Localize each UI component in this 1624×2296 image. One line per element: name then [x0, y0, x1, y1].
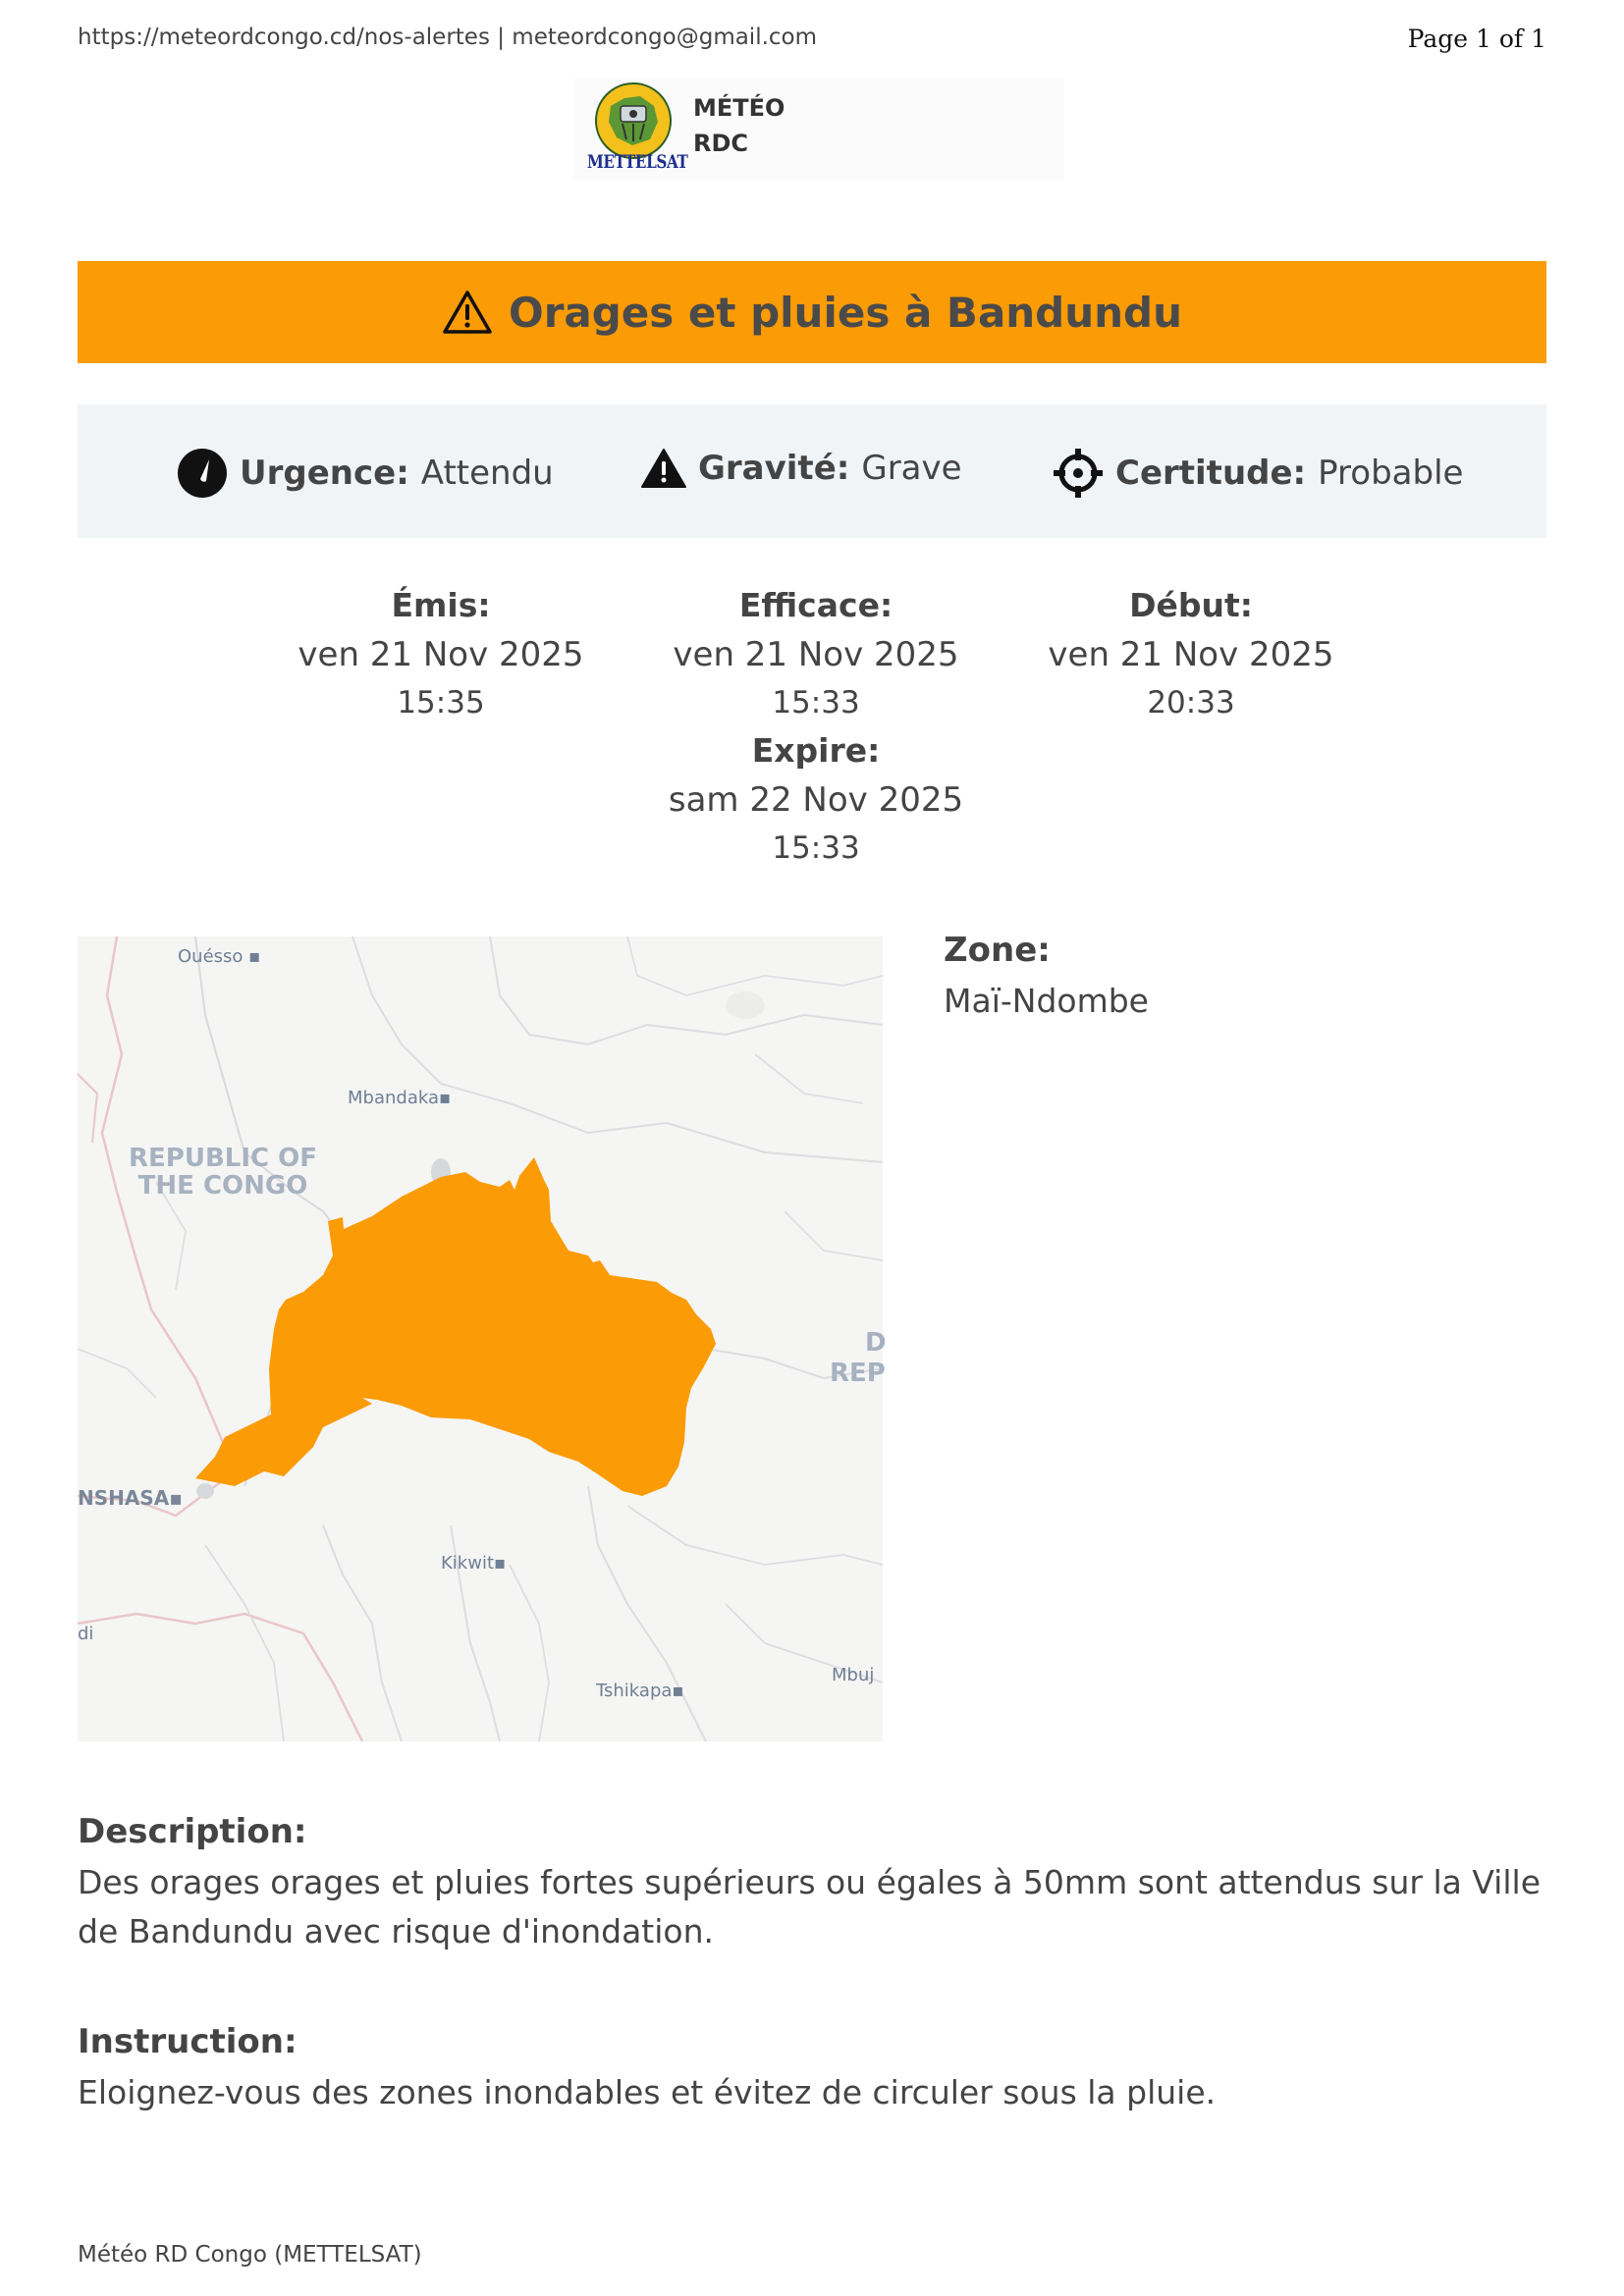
expires-label: Expire:: [751, 731, 881, 770]
zone-value: Maï-Ndombe: [944, 982, 1149, 1020]
footer-text: Météo RD Congo (METTELSAT): [78, 2242, 422, 2268]
issued-block: [254, 581, 627, 726]
map-label-drc-partial: D: [865, 1328, 887, 1358]
meteo-rdc-logo: [573, 79, 1064, 181]
urgency-value: Attendu: [420, 454, 554, 493]
zone-label: Zone:: [944, 931, 1051, 970]
effective-date: ven 21 Nov 2025: [673, 635, 959, 674]
map-label-tshikapa: Tshikapa▪: [596, 1681, 684, 1701]
alert-area-map: [78, 936, 887, 1741]
crosshair-icon: [1053, 448, 1104, 499]
mettelsat-emblem-icon: [595, 82, 672, 159]
certainty-value: Probable: [1318, 454, 1464, 493]
description-label: Description:: [78, 1812, 307, 1851]
description-text: Des orages orages et pluies fortes supérieurs ou égales à 50mm sont attendus sur la Ville de Bandundu avec risque d'inondation.: [78, 1863, 1541, 1950]
map-label-kikwit: Kikwit▪: [441, 1553, 507, 1574]
effective-block: [629, 581, 1002, 726]
onset-block: [1004, 581, 1378, 726]
effective-time: 15:33: [772, 685, 860, 721]
onset-date: ven 21 Nov 2025: [1048, 635, 1334, 674]
map-label-drc-partial-2: REP: [830, 1359, 886, 1388]
expires-time: 15:33: [772, 830, 860, 866]
page-number: Page 1 of 1: [1407, 25, 1546, 53]
issued-time: 15:35: [397, 685, 485, 721]
certainty-label: Certitude:: [1115, 454, 1307, 493]
map-label-mbandaka: Mbandaka▪: [348, 1088, 452, 1108]
map-label-di: di: [78, 1624, 94, 1644]
logo-mark-text: METTELSAT: [587, 151, 688, 173]
logo-text-line1: MÉTÉO: [693, 94, 785, 122]
expires-block: [629, 726, 1002, 872]
instruction-label: Instruction:: [78, 2022, 298, 2061]
urgency-item: [177, 448, 554, 499]
header-url-email: https://meteordcongo.cd/nos-alertes | meteordcongo@gmail.com: [78, 25, 818, 50]
severity-value: Grave: [861, 449, 962, 488]
severity-label: Gravité:: [698, 449, 850, 488]
gauge-icon: [177, 448, 228, 499]
expires-date: sam 22 Nov 2025: [668, 780, 964, 820]
alert-title-bar: [78, 261, 1546, 363]
onset-time: 20:33: [1147, 685, 1235, 721]
effective-label: Efficace:: [738, 586, 893, 624]
onset-label: Début:: [1129, 586, 1253, 624]
map-label-mbuj: Mbuj: [832, 1665, 875, 1685]
severity-item: [641, 448, 962, 489]
instruction-text: Eloignez-vous des zones inondables et évitez de circuler sous la pluie.: [78, 2073, 1217, 2111]
map-label-ouesso: Ouésso ▪: [178, 946, 261, 967]
issued-date: ven 21 Nov 2025: [298, 635, 584, 674]
warning-triangle-icon: [442, 290, 493, 335]
map-base: [78, 936, 883, 1741]
map-label-republic-of-the-congo: REPUBLIC OF THE CONGO: [129, 1144, 318, 1201]
warning-filled-icon: [641, 448, 686, 489]
issued-label: Émis:: [391, 586, 491, 624]
alert-area-polygon: [195, 1157, 716, 1496]
map-label-kinshasa: NSHASA▪: [78, 1486, 183, 1510]
urgency-label: Urgence:: [240, 454, 409, 493]
certainty-item: [1053, 448, 1463, 499]
logo-text-line2: RDC: [693, 130, 749, 157]
alert-meta-box: [78, 404, 1546, 538]
alert-title: Orages et pluies à Bandundu: [508, 288, 1183, 337]
